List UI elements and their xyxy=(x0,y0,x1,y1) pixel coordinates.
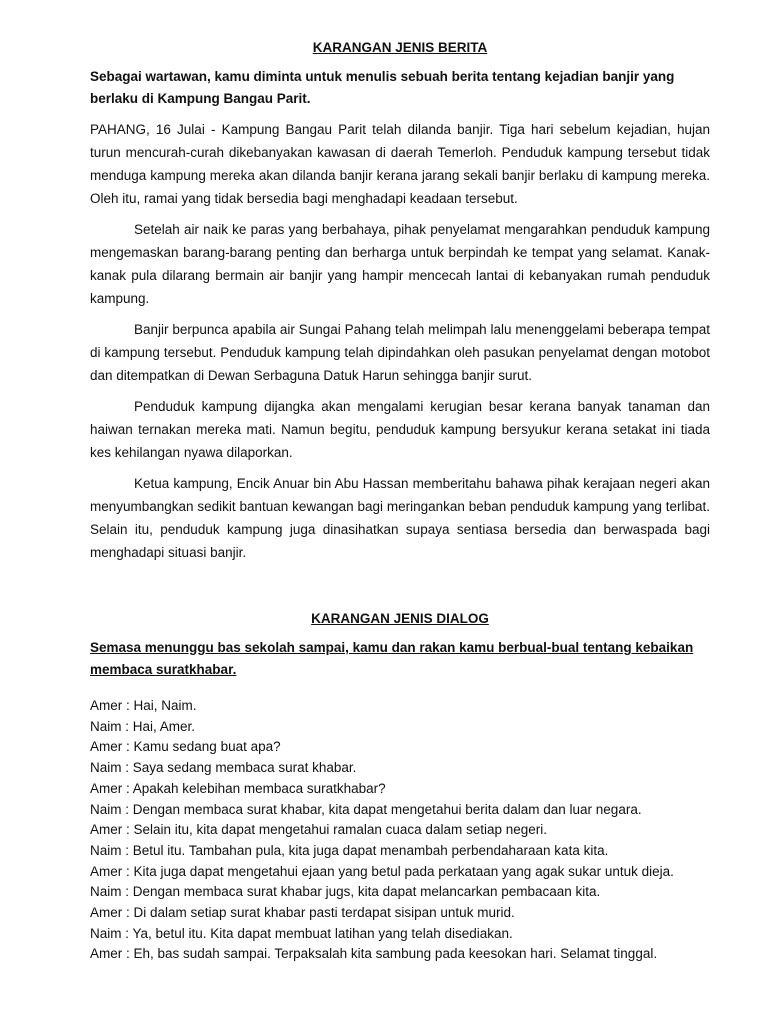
dialog-line: Naim : Saya sedang membaca surat khabar. xyxy=(90,760,357,776)
dialog-line: Amer : Di dalam setiap surat khabar pasti terdapat sisipan untuk murid. xyxy=(90,905,515,921)
dialog-lines xyxy=(90,696,710,965)
dialog-line: Amer : Eh, bas sudah sampai. Terpaksalah kita sambung pada keesokan hari. Selamat tinggal. xyxy=(90,946,658,962)
berita-paragraph-2: Setelah air naik ke paras yang berbahaya, pihak penyelamat mengarahkan penduduk kampung mengemaskan barang-barang penting dan berharga untuk berpindah ke tempat yang selamat. Kanak-kanak pula dilarang bermain air banjir yang hampir mencecah lantai di kebanyakan rumah penduduk kampung. xyxy=(90,222,710,306)
berita-paragraph-5: Ketua kampung, Encik Anuar bin Abu Hassan memberitahu bahawa pihak kerajaan negeri akan menyumbangkan sedikit bantuan kewangan bagi meringankan beban penduduk kampung yang terlibat. Selain itu, penduduk kampung juga dinasihatkan supaya sentiasa bersedia dan berwaspada bagi menghadapi situasi banjir. xyxy=(90,476,710,560)
dialog-title: KARANGAN JENIS DIALOG xyxy=(311,611,489,626)
dialog-line: Naim : Dengan membaca surat khabar, kita dapat mengetahui berita dalam dan luar negara. xyxy=(90,801,642,817)
section-spacer xyxy=(90,572,710,609)
dialog-line: Amer : Kita juga dapat mengetahui ejaan yang betul pada perkataan yang agak sukar untuk dieja. xyxy=(90,863,674,879)
dialog-line: Amer : Hai, Naim. xyxy=(90,698,197,713)
berita-paragraph-1: PAHANG, 16 Julai - Kampung Bangau Parit telah dilanda banjir. Tiga hari sebelum kejadian, hujan turun mencurah-curah dikebanyakan kawasan di daerah Temerloh. Penduduk kampung tersebut tidak menduga kampung mereka akan dilanda banjir kerana jarang sekali banjir berlaku di kampung mereka. Oleh itu, ramai yang tidak bersedia bagi menghadapi keadaan tersebut. xyxy=(90,122,710,206)
dialog-line: Naim : Betul itu. Tambahan pula, kita juga dapat menambah perbendaharaan kata kita. xyxy=(90,842,609,858)
dialog-line: Amer : Kamu sedang buat apa? xyxy=(90,739,281,755)
dialog-prompt: Semasa menunggu bas sekolah sampai, kamu dan rakan kamu berbual-bual tentang kebaikan membaca suratkhabar. xyxy=(90,640,694,677)
berita-title: KARANGAN JENIS BERITA xyxy=(312,40,488,55)
dialog-line: Naim : Ya, betul itu. Kita dapat membuat latihan yang telah disediakan. xyxy=(90,925,513,941)
dialog-line: Naim : Hai, Amer. xyxy=(90,718,196,734)
berita-paragraph-3: Banjir berpunca apabila air Sungai Pahang telah melimpah lalu menenggelami beberapa tempat di kampung tersebut. Penduduk kampung telah dipindahkan oleh pasukan penyelamat dengan motobot dan ditempatkan di Dewan Serbaguna Datuk Harun sehingga banjir surut. xyxy=(90,322,710,383)
berita-prompt: Sebagai wartawan, kamu diminta untuk menulis sebuah berita tentang kejadian banjir yang berlaku di Kampung Bangau Parit. xyxy=(90,69,675,106)
dialog-line: Naim : Dengan membaca surat khabar jugs, kita dapat melancarkan pembacaan kita. xyxy=(90,884,601,900)
dialog-line: Amer : Apakah kelebihan membaca suratkhabar? xyxy=(90,780,386,796)
dialog-line: Amer : Selain itu, kita dapat mengetahui ramalan cuaca dalam setiap negeri. xyxy=(90,822,548,838)
berita-paragraph-4: Penduduk kampung dijangka akan mengalami kerugian besar kerana banyak tanaman dan haiwan ternakan mereka mati. Namun begitu, penduduk kampung bersyukur kerana setakat ini tiada kes kehilangan nyawa dilaporkan. xyxy=(90,399,710,460)
